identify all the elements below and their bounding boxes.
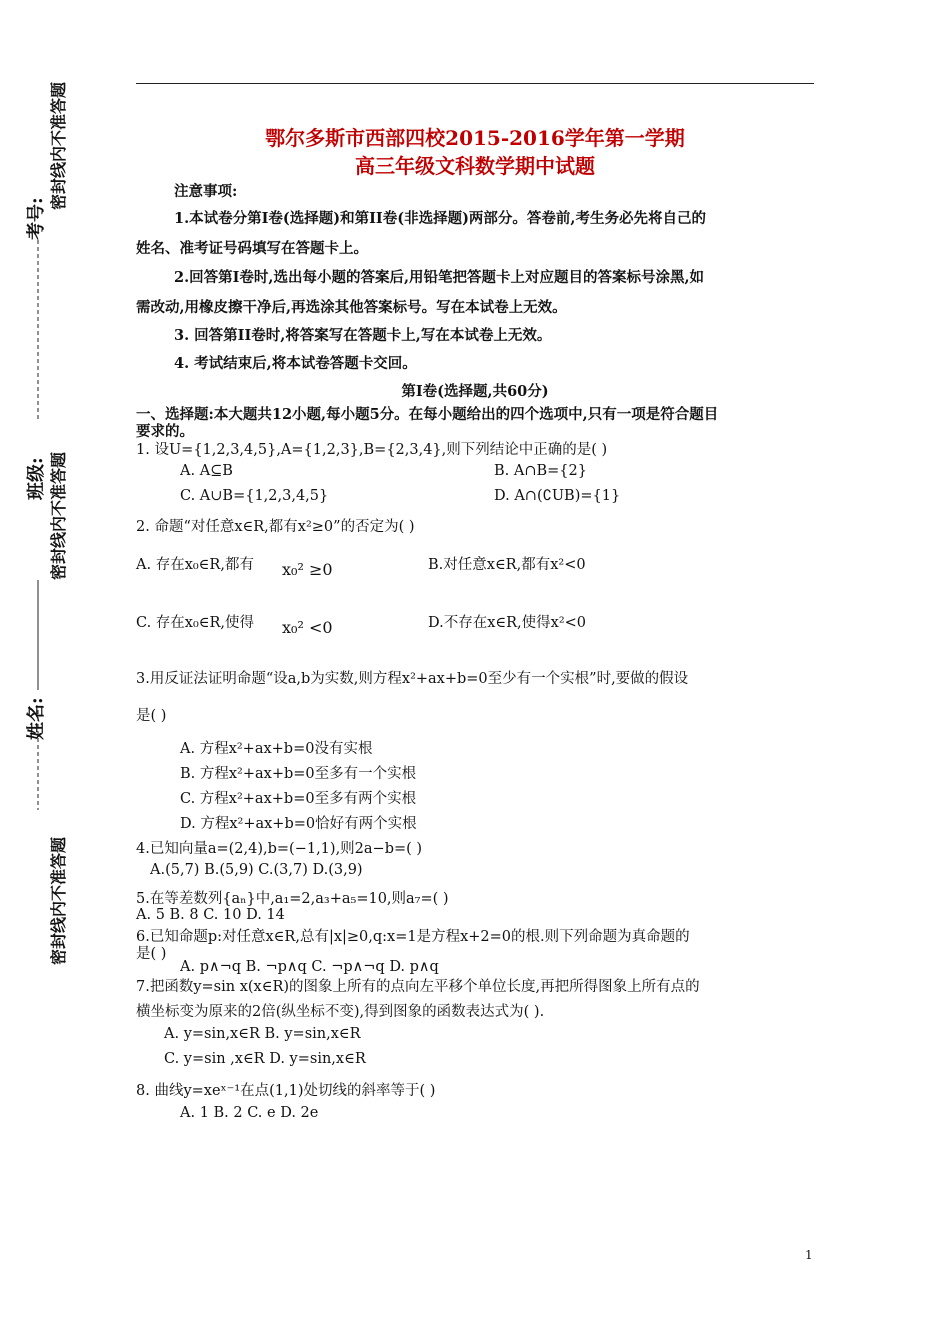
q4-options: A.(5,7) B.(5,9) C.(3,7) D.(3,9): [150, 862, 363, 878]
q7-options-ab: A. y=sin,x∈R B. y=sin,x∈R: [164, 1026, 361, 1042]
q2-option-c: C. 存在x₀∈R,使得: [136, 615, 255, 631]
q1-stem: 1. 设U={1,2,3,4,5},A={1,2,3},B={2,3,4},则下列结论中正确的是( ): [136, 442, 608, 458]
name-label: 姓名:: [26, 697, 47, 740]
q3-stem-b: 是( ): [136, 708, 167, 724]
q2-option-a-math: x₀² ≥0: [282, 560, 333, 579]
section-title: 第Ⅰ卷(选择题,共60分): [401, 383, 549, 400]
q7-stem-a: 7.把函数y=sin x(x∈R)的图象上所有的点向左平移个单位长度,再把所得图象上所有点的: [136, 979, 700, 995]
q8-options: A. 1 B. 2 C. e D. 2e: [180, 1105, 319, 1121]
q3-option-d: D. 方程x²+ax+b=0恰好有两个实根: [180, 816, 417, 832]
section-intro-b: 要求的。: [136, 423, 194, 440]
note-3: 3. 回答第II卷时,将答案写在答题卡上,写在本试卷上无效。: [174, 327, 552, 344]
page-number: 1: [805, 1248, 813, 1262]
q2-option-d: D.不存在x∈R,使得x²<0: [428, 615, 587, 631]
q6-stem-b: 是( ): [136, 946, 167, 962]
note-1b: 姓名、准考证号码填写在答题卡上。: [136, 240, 368, 257]
note-2a: 2.回答第Ⅰ卷时,选出每小题的答案后,用铅笔把答题卡上对应题目的答案标号涂黑,如: [174, 269, 705, 286]
q3-option-b: B. 方程x²+ax+b=0至多有一个实根: [180, 766, 417, 782]
q1-option-a: A. A⊆B: [180, 463, 233, 479]
q3-option-a: A. 方程x²+ax+b=0没有实根: [180, 741, 373, 757]
section-intro-a: 一、选择题:本大题共12小题,每小题5分。在每小题给出的四个选项中,只有一项是符合题目: [136, 406, 719, 423]
q2-option-a: A. 存在x₀∈R,都有: [136, 557, 254, 573]
exam-title-line2: 高三年级文科数学期中试题: [355, 154, 595, 178]
q5-options: A. 5 B. 8 C. 10 D. 14: [136, 907, 285, 923]
q2-option-b: B.对任意x∈R,都有x²<0: [428, 557, 586, 573]
q2-option-c-math: x₀² <0: [282, 618, 333, 637]
q6-stem-a: 6.已知命题p:对任意x∈R,总有|x|≥0,q:x=1是方程x+2=0的根.则下列命题为真命题的: [136, 929, 690, 945]
note-4: 4. 考试结束后,将本试卷答题卡交回。: [174, 355, 417, 372]
exam-title-line1: 鄂尔多斯市西部四校2015-2016学年第一学期: [265, 126, 685, 150]
q5-stem: 5.在等差数列{aₙ}中,a₁=2,a₃+a₅=10,则a₇=( ): [136, 891, 449, 907]
q7-stem-b: 横坐标变为原来的2倍(纵坐标不变),得到图象的函数表达式为( ).: [136, 1004, 545, 1020]
note-1a: 1.本试卷分第Ⅰ卷(选择题)和第II卷(非选择题)两部分。答卷前,考生务必先将自己的: [174, 210, 706, 227]
seal-notice-middle: 密封线内不准答题: [49, 451, 68, 580]
exam-number-label: 考号:: [26, 197, 47, 240]
q3-stem-a: 3.用反证法证明命题“设a,b为实数,则方程x²+ax+b=0至少有一个实根”时,要做的假设: [136, 671, 689, 687]
q4-stem: 4.已知向量a=(2,4),b=(−1,1),则2a−b=( ): [136, 841, 423, 857]
q1-option-b: B. A∩B={2}: [494, 463, 587, 479]
notes-heading: 注意事项:: [174, 183, 238, 200]
header-rule: [136, 83, 814, 84]
binding-margin: [18, 50, 68, 970]
q7-options-cd: C. y=sin ,x∈R D. y=sin,x∈R: [164, 1051, 366, 1067]
q8-stem: 8. 曲线y=xeˣ⁻¹在点(1,1)处切线的斜率等于( ): [136, 1083, 436, 1099]
seal-notice-bottom: 密封线内不准答题: [49, 836, 68, 965]
q1-option-c: C. A∪B={1,2,3,4,5}: [180, 488, 329, 504]
q1-option-d: D. A∩(∁UB)={1}: [494, 488, 621, 504]
q2-stem: 2. 命题“对任意x∈R,都有x²≥0”的否定为( ): [136, 519, 415, 535]
class-label: 班级:: [26, 457, 47, 500]
seal-notice-top: 密封线内不准答题: [49, 81, 68, 210]
note-2b: 需改动,用橡皮擦干净后,再选涂其他答案标号。写在本试卷上无效。: [136, 299, 567, 316]
q3-option-c: C. 方程x²+ax+b=0至多有两个实根: [180, 791, 417, 807]
q6-options: A. p∧¬q B. ¬p∧q C. ¬p∧¬q D. p∧q: [180, 959, 439, 975]
